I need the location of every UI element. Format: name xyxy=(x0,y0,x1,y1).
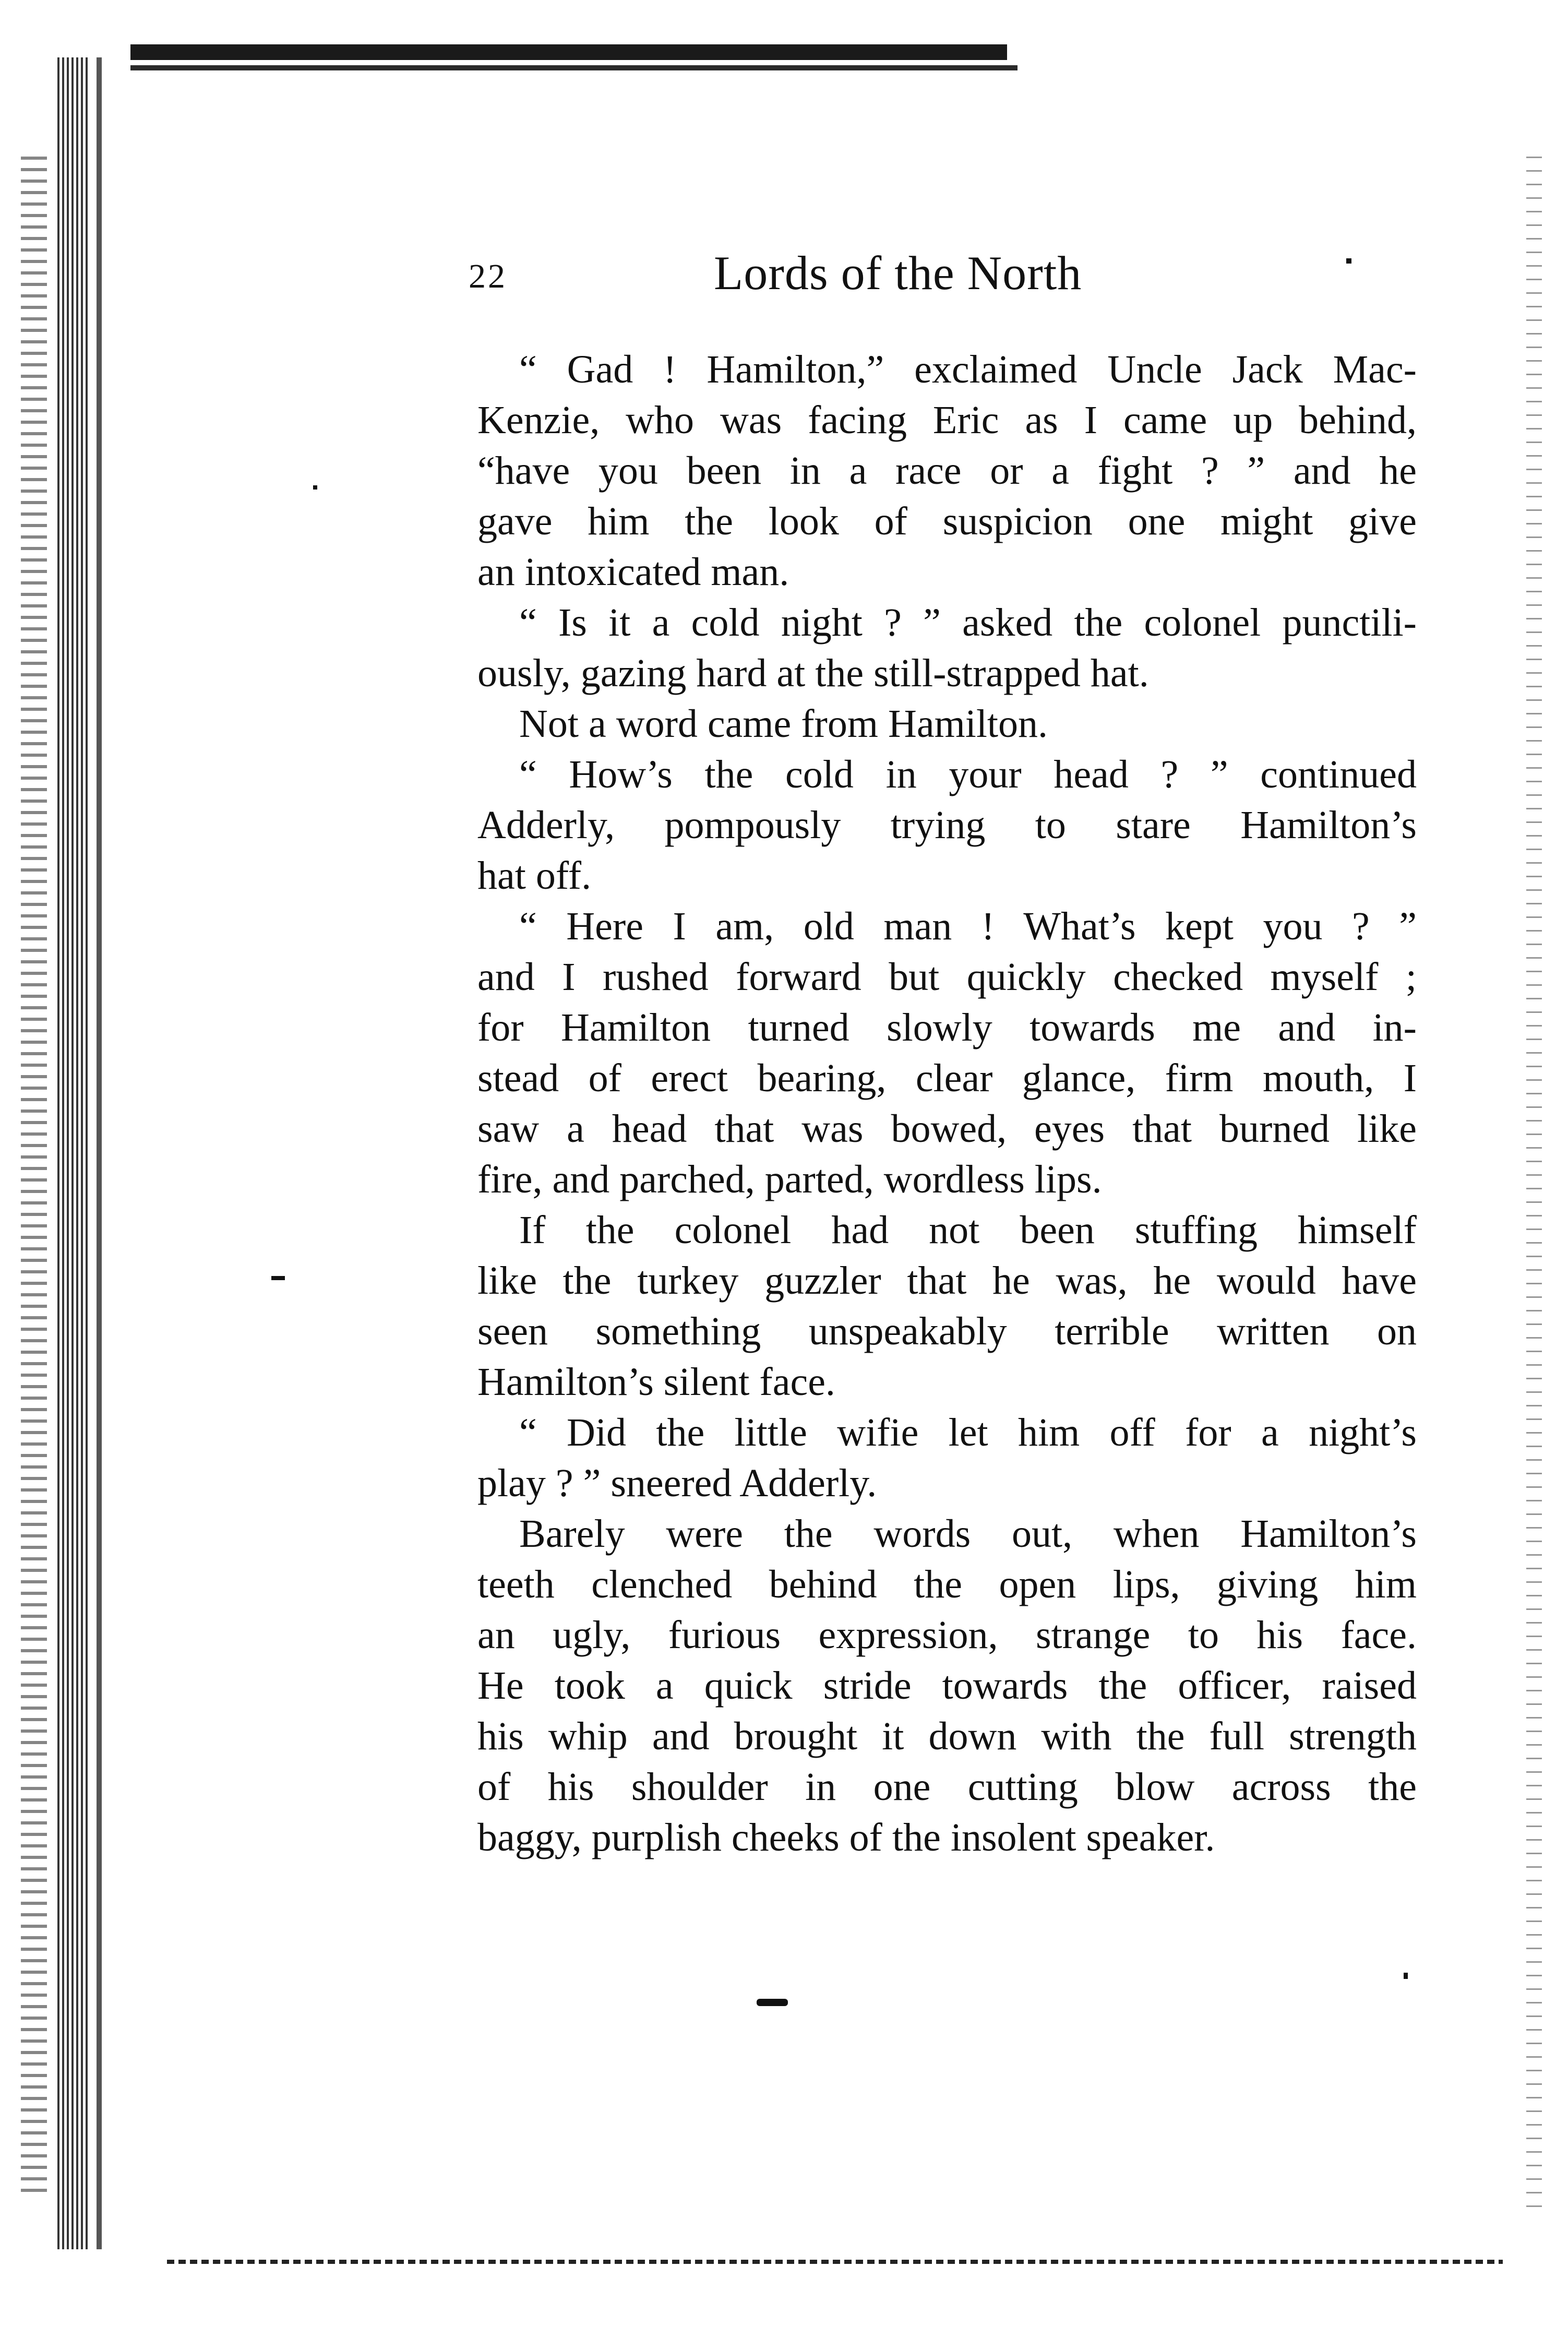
text-line: “ Gad ! Hamilton,” exclaimed Uncle Jack Mac- xyxy=(519,348,1417,391)
text-line: of his shoulder in one cutting blow across the xyxy=(477,1765,1417,1809)
text-line: and I rushed forward but quickly checked myself ; xyxy=(477,955,1417,999)
text-line: He took a quick stride towards the officer, raised xyxy=(477,1664,1417,1708)
text-line: “ Here I am, old man ! What’s kept you ? ” xyxy=(519,904,1417,948)
text-line: “ Is it a cold night ? ” asked the colonel punctili- xyxy=(519,601,1417,645)
text-line: “ Did the little wifie let him off for a night’s xyxy=(519,1411,1417,1454)
paragraph xyxy=(477,598,1417,699)
paragraph xyxy=(477,1205,1417,1407)
text-line: If the colonel had not been stuffing himself xyxy=(519,1208,1417,1252)
end-ornament xyxy=(757,1999,788,2006)
bottom-scan-edge xyxy=(167,2260,1503,2264)
paragraph xyxy=(477,749,1417,901)
text-line: seen something unspeakably terrible written on xyxy=(477,1309,1417,1353)
text-line: saw a head that was bowed, eyes that burned like xyxy=(477,1107,1417,1151)
text-line: hat off. xyxy=(477,854,592,898)
text-line: Kenzie, who was facing Eric as I came up behind, xyxy=(477,398,1417,442)
page-number: 22 xyxy=(469,257,507,295)
text-line: his whip and brought it down with the full strength xyxy=(477,1714,1417,1758)
paragraph xyxy=(477,699,1417,749)
binding-shadow xyxy=(21,157,47,2192)
text-line: Barely were the words out, when Hamilton’s xyxy=(519,1512,1417,1556)
text-line: teeth clenched behind the open lips, giving him xyxy=(477,1562,1417,1606)
book-binding-edge xyxy=(57,57,89,2249)
top-scan-edge xyxy=(130,44,1007,60)
text-line: play ? ” sneered Adderly. xyxy=(477,1461,877,1505)
text-line: stead of erect bearing, clear glance, firm mouth, I xyxy=(477,1056,1417,1100)
text-line: Not a word came from Hamilton. xyxy=(519,702,1048,746)
text-line: gave him the look of suspicion one might give xyxy=(477,499,1417,543)
paragraph xyxy=(477,901,1417,1205)
text-line: Hamilton’s silent face. xyxy=(477,1360,835,1404)
text-line: Adderly, pompously trying to stare Hamilton’s xyxy=(477,803,1417,847)
binding-dark-line xyxy=(97,57,102,2249)
scan-speck xyxy=(271,1276,285,1280)
body-text xyxy=(477,344,1417,1863)
text-line: fire, and parched, parted, wordless lips. xyxy=(477,1158,1102,1201)
text-line: ously, gazing hard at the still-strapped hat. xyxy=(477,651,1149,695)
text-line: “have you been in a race or a fight ? ” and he xyxy=(477,449,1417,493)
text-line: an intoxicated man. xyxy=(477,550,789,594)
scan-speck xyxy=(313,485,317,490)
paragraph xyxy=(477,344,1417,598)
top-scan-edge-thin xyxy=(130,65,1018,70)
scan-speck xyxy=(1404,1973,1408,1979)
text-line: “ How’s the cold in your head ? ” continued xyxy=(519,753,1417,796)
text-line: an ugly, furious expression, strange to his face. xyxy=(477,1613,1417,1657)
text-line: for Hamilton turned slowly towards me and in- xyxy=(477,1006,1417,1049)
text-line: baggy, purplish cheeks of the insolent speaker. xyxy=(477,1816,1215,1859)
text-line: like the turkey guzzler that he was, he would have xyxy=(477,1259,1417,1303)
paragraph xyxy=(477,1509,1417,1863)
running-head xyxy=(469,245,1408,308)
book-title: Lords of the North xyxy=(714,246,1082,300)
right-scan-edge xyxy=(1526,157,1542,2218)
paragraph xyxy=(477,1407,1417,1509)
